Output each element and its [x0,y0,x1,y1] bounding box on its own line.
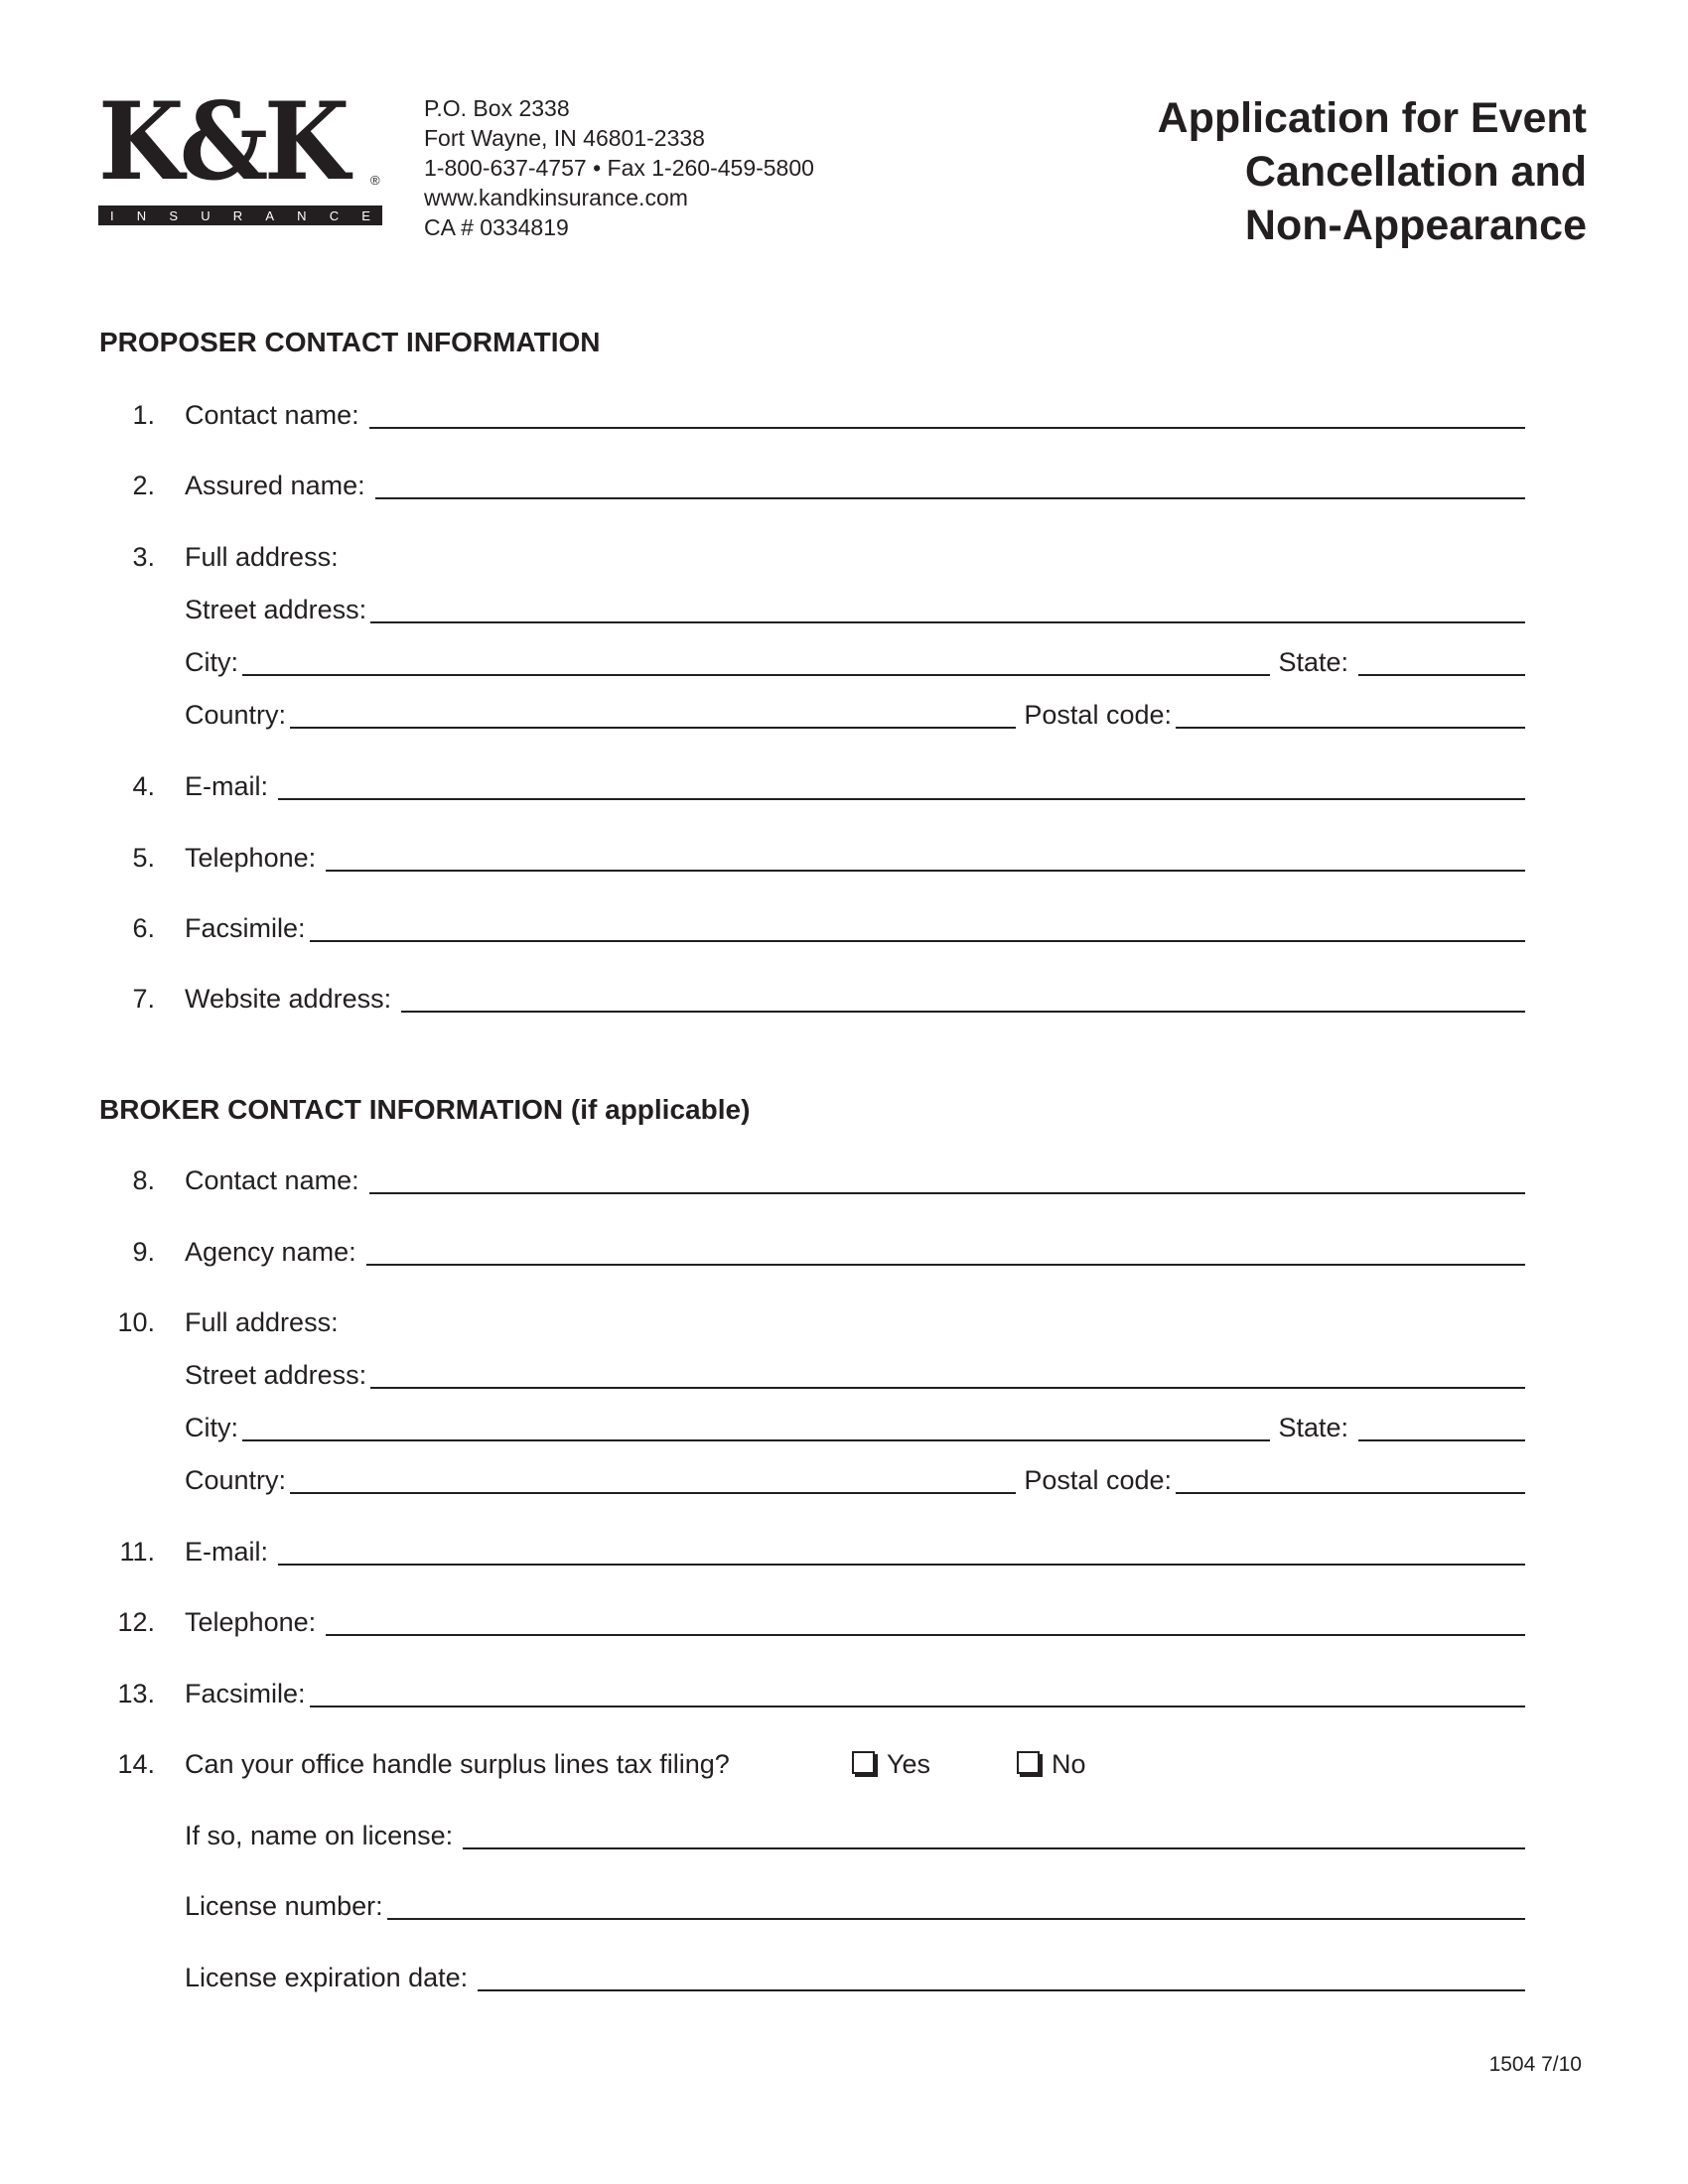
field-label: Country: [185,700,287,730]
field-label: E-mail: [185,771,269,801]
field-label: City: [185,647,238,677]
proposer-assured-name-field[interactable] [375,474,1525,499]
proposer-contact-name-row [99,399,1525,433]
broker-email-row [99,1536,1525,1570]
license-expiration-field[interactable] [478,1966,1525,1991]
logo-wordmark: K&K [98,79,346,205]
proposer-telephone-field[interactable] [326,846,1525,872]
yes-option[interactable] [852,1748,930,1780]
broker-city-state-row [99,1412,1525,1445]
proposer-postal-code-field[interactable] [1176,703,1525,729]
yes-checkbox[interactable] [852,1751,875,1774]
no-option[interactable] [1017,1748,1086,1780]
field-label: Postal code: [1024,700,1172,730]
field-label: Telephone: [185,1607,317,1637]
proposer-contact-name-field[interactable] [369,403,1525,429]
broker-postal-code-field[interactable] [1176,1468,1525,1494]
broker-contact-name-field[interactable] [369,1168,1525,1194]
item-number: 13. [117,1679,155,1708]
item-number: 1. [132,400,155,430]
field-label: License number: [185,1891,383,1921]
proposer-facsimile-row [99,912,1525,946]
proposer-state-field[interactable] [1358,650,1525,676]
proposer-country-postal-row [99,699,1525,733]
city-state-zip: Fort Wayne, IN 46801-2338 [424,125,705,151]
broker-agency-name-field[interactable] [366,1240,1525,1266]
logo-letter: U [201,207,211,223]
license-expiration-row [99,1962,1525,1995]
registered-mark: ® [370,173,380,188]
broker-state-field[interactable] [1358,1416,1525,1441]
broker-telephone-field[interactable] [326,1610,1525,1636]
field-label: If so, name on license: [185,1821,454,1850]
field-label: Facsimile: [185,913,306,943]
proposer-street-address-field[interactable] [370,598,1525,623]
field-label: Website address: [185,984,392,1014]
logo-letter: A [265,207,274,223]
field-label: Facsimile: [185,1679,306,1708]
item-number: 11. [119,1537,155,1567]
item-number: 9. [132,1237,155,1267]
item-number: 7. [132,984,155,1014]
po-box: P.O. Box 2338 [424,95,570,121]
form-title [1158,91,1587,252]
logo-letter: N [297,207,307,223]
field-label: Country: [185,1465,287,1495]
kk-insurance-logo [98,79,384,229]
field-label: Full address: [185,542,339,572]
broker-street-address-field[interactable] [370,1363,1525,1389]
item-number: 14. [117,1749,155,1779]
title-line: Non-Appearance [1244,202,1587,249]
item-number: 5. [132,843,155,873]
logo-letter: C [329,207,340,223]
license-name-row [99,1820,1525,1853]
proposer-full-address-row [99,541,1525,575]
field-label: Street address: [185,595,367,624]
field-label: State: [1278,647,1348,677]
field-label: Assured name: [185,471,365,500]
website: www.kandkinsurance.com [424,185,688,210]
broker-country-postal-row [99,1464,1525,1498]
field-label: E-mail: [185,1537,269,1567]
no-label: No [1052,1749,1086,1779]
field-label: Full address: [185,1307,339,1337]
field-label: License expiration date: [185,1963,469,1992]
broker-email-field[interactable] [278,1540,1525,1566]
proposer-street-row [99,594,1525,627]
field-label: Contact name: [185,1165,359,1195]
license-number-field[interactable] [387,1894,1525,1920]
proposer-website-field[interactable] [401,987,1525,1013]
broker-city-field[interactable] [242,1416,1270,1441]
item-number: 4. [132,771,155,801]
proposer-email-row [99,770,1525,804]
no-checkbox[interactable] [1017,1751,1040,1774]
form-code: 1504 7/10 [1488,2053,1582,2076]
field-label: Postal code: [1024,1465,1172,1495]
item-number: 6. [132,913,155,943]
broker-agency-name-row [99,1236,1525,1270]
field-label: Street address: [185,1360,367,1390]
ca-license: CA # 0334819 [424,214,569,240]
logo-letter: N [136,207,147,223]
proposer-country-field[interactable] [290,703,1016,729]
license-name-field[interactable] [463,1824,1525,1849]
logo-letter: R [232,207,243,223]
license-number-row [99,1890,1525,1924]
proposer-assured-name-row [99,470,1525,503]
broker-full-address-row [99,1306,1525,1340]
broker-country-field[interactable] [290,1468,1016,1494]
proposer-website-row [99,983,1525,1017]
logo-letter: S [169,207,179,223]
broker-telephone-row [99,1606,1525,1640]
broker-street-row [99,1359,1525,1393]
logo-letter: I [110,207,114,223]
field-label: State: [1278,1413,1348,1442]
proposer-city-state-row [99,646,1525,680]
proposer-city-field[interactable] [242,650,1270,676]
item-number: 8. [132,1165,155,1195]
broker-facsimile-row [99,1678,1525,1711]
item-number: 10. [117,1307,155,1337]
title-line: Application for Event [1157,94,1587,142]
phone-fax: 1-800-637-4757 • Fax 1-260-459-5800 [424,155,814,181]
broker-facsimile-field[interactable] [310,1682,1525,1707]
broker-section-heading: BROKER CONTACT INFORMATION (if applicable) [99,1094,751,1125]
field-label: Agency name: [185,1237,356,1267]
proposer-facsimile-field[interactable] [310,916,1525,942]
proposer-telephone-row [99,842,1525,876]
proposer-email-field[interactable] [278,774,1525,800]
question-label: Can your office handle surplus lines tax filing? [185,1749,730,1779]
yes-label: Yes [887,1749,931,1779]
item-number: 3. [132,542,155,572]
title-line: Cancellation and [1244,148,1587,196]
field-label: Contact name: [185,400,359,430]
field-label: Telephone: [185,843,317,873]
broker-contact-name-row [99,1164,1525,1198]
logo-insurance-band [98,205,382,225]
company-contact-block [424,93,814,242]
field-label: City: [185,1413,238,1442]
logo-letter: E [361,207,370,223]
proposer-section-heading: PROPOSER CONTACT INFORMATION [99,327,601,357]
item-number: 12. [117,1607,155,1637]
surplus-lines-question-row [99,1748,1525,1782]
item-number: 2. [132,471,155,500]
